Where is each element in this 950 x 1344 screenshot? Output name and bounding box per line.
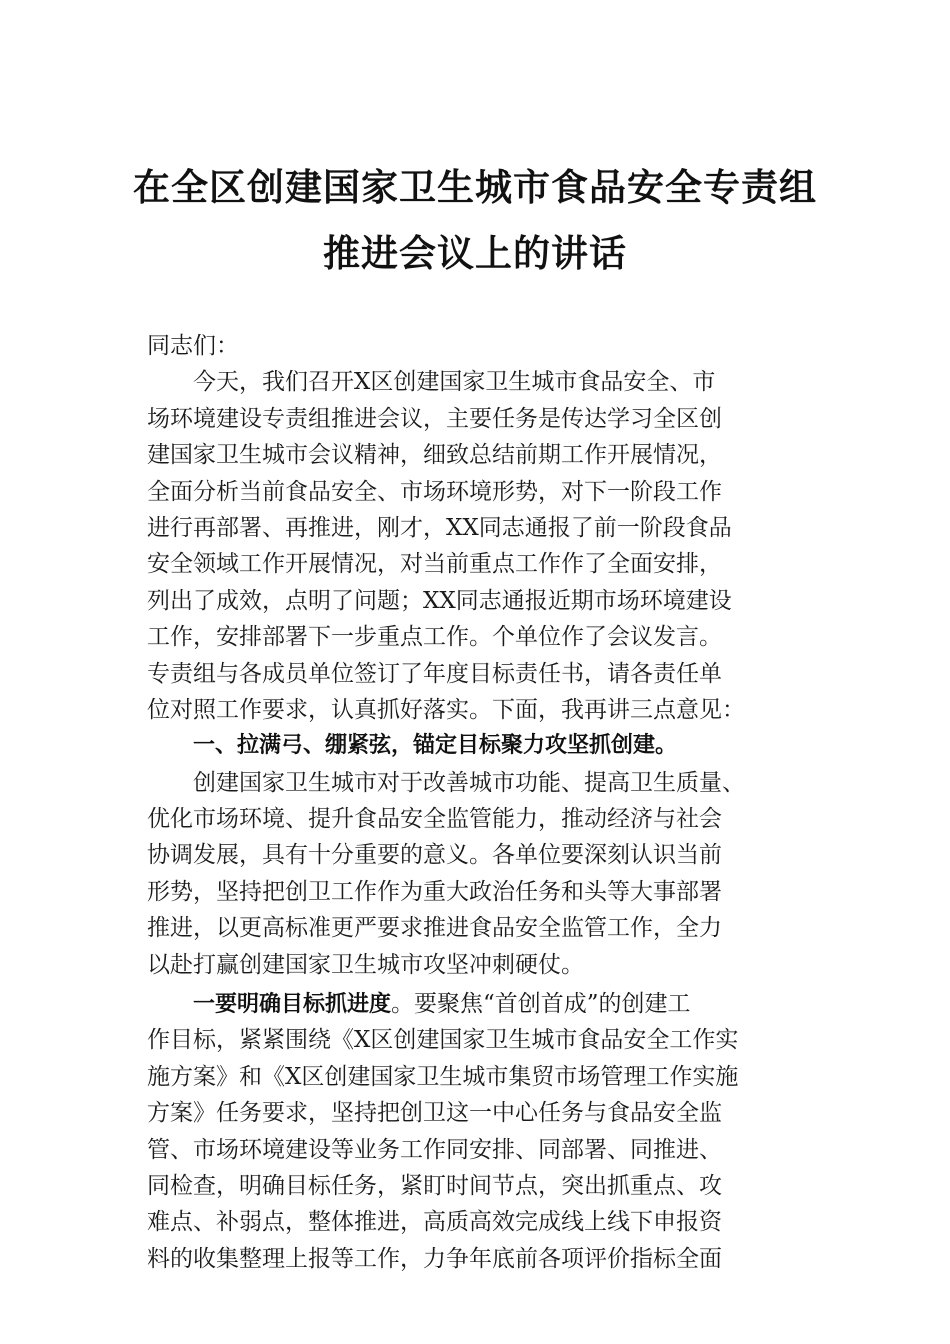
salutation: 同志们： [147,333,239,359]
section-1-line: 协调发展，具有十分重要的意义。各单位要深刻认识当前 [147,842,722,869]
section-1-heading: 一、拉满弓、绷紧弦，锚定目标聚力攻坚抓创建。 [193,733,678,759]
intro-line: 进行再部署、再推进，刚才，XX同志通报了前一阶段食品 [147,514,732,541]
section-1-line: 形势，坚持把创卫工作作为重大政治任务和头等大事部署 [147,878,722,905]
section-1-line: 优化市场环境、提升食品安全监管能力，推动经济与社会 [147,806,722,833]
intro-line: 安全领域工作开展情况，对当前重点工作作了全面安排， [147,551,722,578]
intro-line: 建国家卫生城市会议精神，细致总结前期工作开展情况， [147,442,722,469]
intro-line: 场环境建设专责组推进会议，主要任务是传达学习全区创 [147,405,722,432]
document-body [147,328,807,1277]
point-1-line: 料的收集整理上报等工作，力争年底前各项评价指标全面 [147,1245,722,1272]
point-1-line: 施方案》和《X区创建国家卫生城市集贸市场管理工作实施 [147,1063,739,1090]
document-title-line-1: 在全区创建国家卫生城市食品安全专责组 [133,165,817,209]
intro-line: 全面分析当前食品安全、市场环境形势，对下一阶段工作 [147,478,722,505]
section-1-line: 创建国家卫生城市对于改善城市功能、提高卫生质量、 [193,769,745,796]
point-1-line: 管、市场环境建设等业务工作同安排、同部署、同推进、 [147,1136,722,1163]
section-1-line: 以赴打赢创建国家卫生城市攻坚冲刺硬仗。 [147,951,584,978]
point-1-line: 难点、补弱点，整体推进，高质高效完成线上线下申报资 [147,1209,722,1236]
point-1-first-line [147,986,807,1022]
intro-line: 今天，我们召开X区创建国家卫生城市食品安全、市 [193,369,716,396]
point-1-line: 方案》任务要求，坚持把创卫这一中心任务与食品安全监 [147,1100,722,1127]
intro-line: 工作，安排部署下一步重点工作。个单位作了会议发言。 [147,624,722,651]
intro-line: 位对照工作要求，认真抓好落实。下面，我再讲三点意见： [147,696,745,723]
section-1-line: 推进，以更高标准更严要求推进食品安全监管工作，全力 [147,915,722,942]
point-1-line: 同检查，明确目标任务，紧盯时间节点，突出抓重点、攻 [147,1172,722,1199]
point-1-line: 作目标，紧紧围绕《X区创建国家卫生城市食品安全工作实 [147,1027,739,1054]
point-1-first-rest: 。要聚焦“首创首成”的创建工 [391,991,691,1018]
point-1-lead: 一要明确目标抓进度 [193,992,392,1018]
intro-line: 列出了成效，点明了问题；XX同志通报近期市场环境建设 [147,587,732,614]
document-title-line-2: 推进会议上的讲话 [323,231,627,275]
intro-line: 专责组与各成员单位签订了年度目标责任书，请各责任单 [147,660,722,687]
